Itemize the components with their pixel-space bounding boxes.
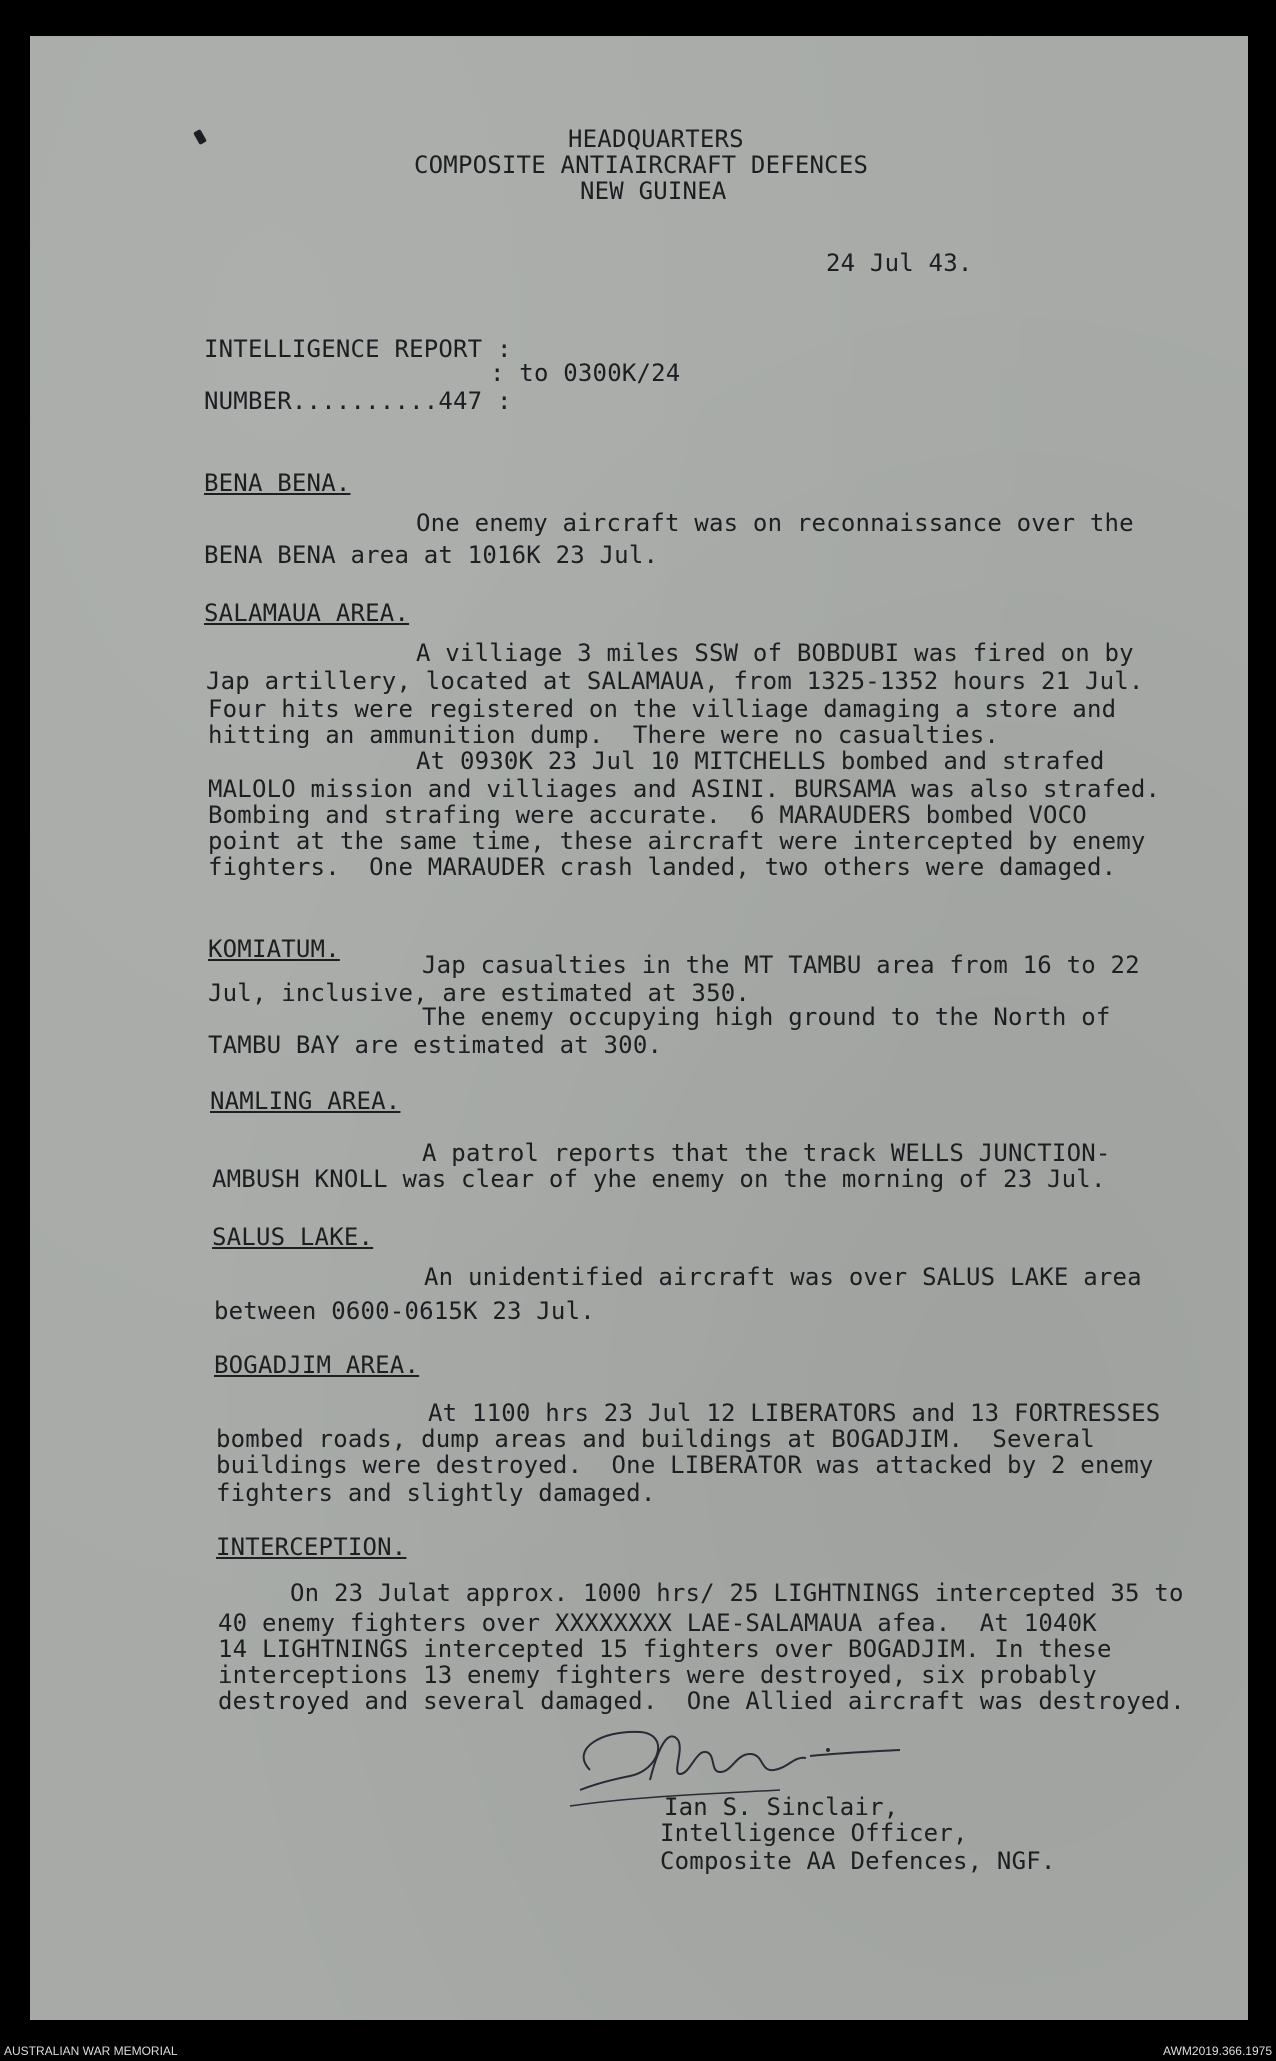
signoff-name: Ian S. Sinclair, <box>664 1793 899 1821</box>
signoff-unit: Composite AA Defences, NGF. <box>660 1847 1056 1875</box>
section-line: bombed roads, dump areas and buildings at BOGADJIM. Several <box>216 1425 1095 1453</box>
footer-source: AUSTRALIAN WAR MEMORIAL <box>4 2044 178 2058</box>
section-line: fighters and slightly damaged. <box>216 1479 656 1507</box>
section-line: destroyed and several damaged. One Allied aircraft was destroyed. <box>218 1687 1185 1715</box>
report-label-line-3: NUMBER..........447 : <box>204 387 512 415</box>
section-line: An unidentified aircraft was over SALUS LAKE area <box>424 1263 1142 1291</box>
report-label-line-2: : to 0300K/24 <box>490 359 681 387</box>
section-line: 14 LIGHTNINGS intercepted 15 fighters over BOGADJIM. In these <box>218 1635 1112 1663</box>
section-line: Jul, inclusive, are estimated at 350. <box>208 979 751 1007</box>
section-heading-komiatum: KOMIATUM. <box>208 935 340 963</box>
section-line: TAMBU BAY are estimated at 300. <box>208 1031 663 1059</box>
section-line: A patrol reports that the track WELLS JUNCTION- <box>422 1139 1111 1167</box>
section-line: At 1100 hrs 23 Jul 12 LIBERATORS and 13 FORTRESSES <box>428 1399 1161 1427</box>
signoff-title: Intelligence Officer, <box>660 1819 968 1847</box>
section-line: Jap artillery, located at SALAMAUA, from 1325-1352 hours 21 Jul. <box>206 667 1144 695</box>
section-line: At 0930K 23 Jul 10 MITCHELLS bombed and strafed <box>416 747 1105 775</box>
section-line: On 23 Julat approx. 1000 hrs/ 25 LIGHTNINGS intercepted 35 to <box>290 1579 1184 1607</box>
section-heading-salus-lake: SALUS LAKE. <box>212 1223 374 1251</box>
section-line: interceptions 13 enemy fighters were destroyed, six probably <box>218 1661 1097 1689</box>
section-line: point at the same time, these aircraft were intercepted by enemy <box>208 827 1146 855</box>
section-line: hitting an ammunition dump. There were no casualties. <box>208 721 1000 749</box>
header-line-2: COMPOSITE ANTIAIRCRAFT DEFENCES <box>414 151 869 179</box>
section-line: buildings were destroyed. One LIBERATOR was attacked by 2 enemy <box>216 1451 1154 1479</box>
section-heading-bogadjim-area: BOGADJIM AREA. <box>214 1351 420 1379</box>
section-line: Four hits were registered on the villiage damaging a store and <box>208 695 1117 723</box>
section-line: between 0600-0615K 23 Jul. <box>214 1297 595 1325</box>
report-date: 24 Jul 43. <box>826 249 973 277</box>
section-line: Bombing and strafing were accurate. 6 MARAUDERS bombed VOCO <box>208 801 1087 829</box>
section-line: BENA BENA area at 1016K 23 Jul. <box>204 541 659 569</box>
section-line: The enemy occupying high ground to the North of <box>422 1003 1111 1031</box>
section-line: One enemy aircraft was on reconnaissance over the <box>416 509 1134 537</box>
section-heading-namling-area: NAMLING AREA. <box>210 1087 401 1115</box>
section-line: Jap casualties in the MT TAMBU area from 16 to 22 <box>422 951 1140 979</box>
report-label-line-1: INTELLIGENCE REPORT : <box>204 335 512 363</box>
section-line: MALOLO mission and villiages and ASINI. BURSAMA was also strafed. <box>208 775 1161 803</box>
section-line: fighters. One MARAUDER crash landed, two others were damaged. <box>208 853 1117 881</box>
section-heading-salamaua-area: SALAMAUA AREA. <box>204 599 410 627</box>
section-line: 40 enemy fighters over XXXXXXXX LAE-SALAMAUA afea. At 1040K <box>218 1609 1097 1637</box>
section-line: AMBUSH KNOLL was clear of yhe enemy on the morning of 23 Jul. <box>212 1165 1106 1193</box>
section-heading-bena-bena: BENA BENA. <box>204 469 351 497</box>
section-heading-interception: INTERCEPTION. <box>216 1533 407 1561</box>
header-line-1: HEADQUARTERS <box>568 125 744 153</box>
footer-accession-number: AWM2019.366.1975 <box>1163 2044 1272 2058</box>
header-line-3: NEW GUINEA <box>580 177 727 205</box>
section-line: A villiage 3 miles SSW of BOBDUBI was fired on by <box>416 639 1134 667</box>
